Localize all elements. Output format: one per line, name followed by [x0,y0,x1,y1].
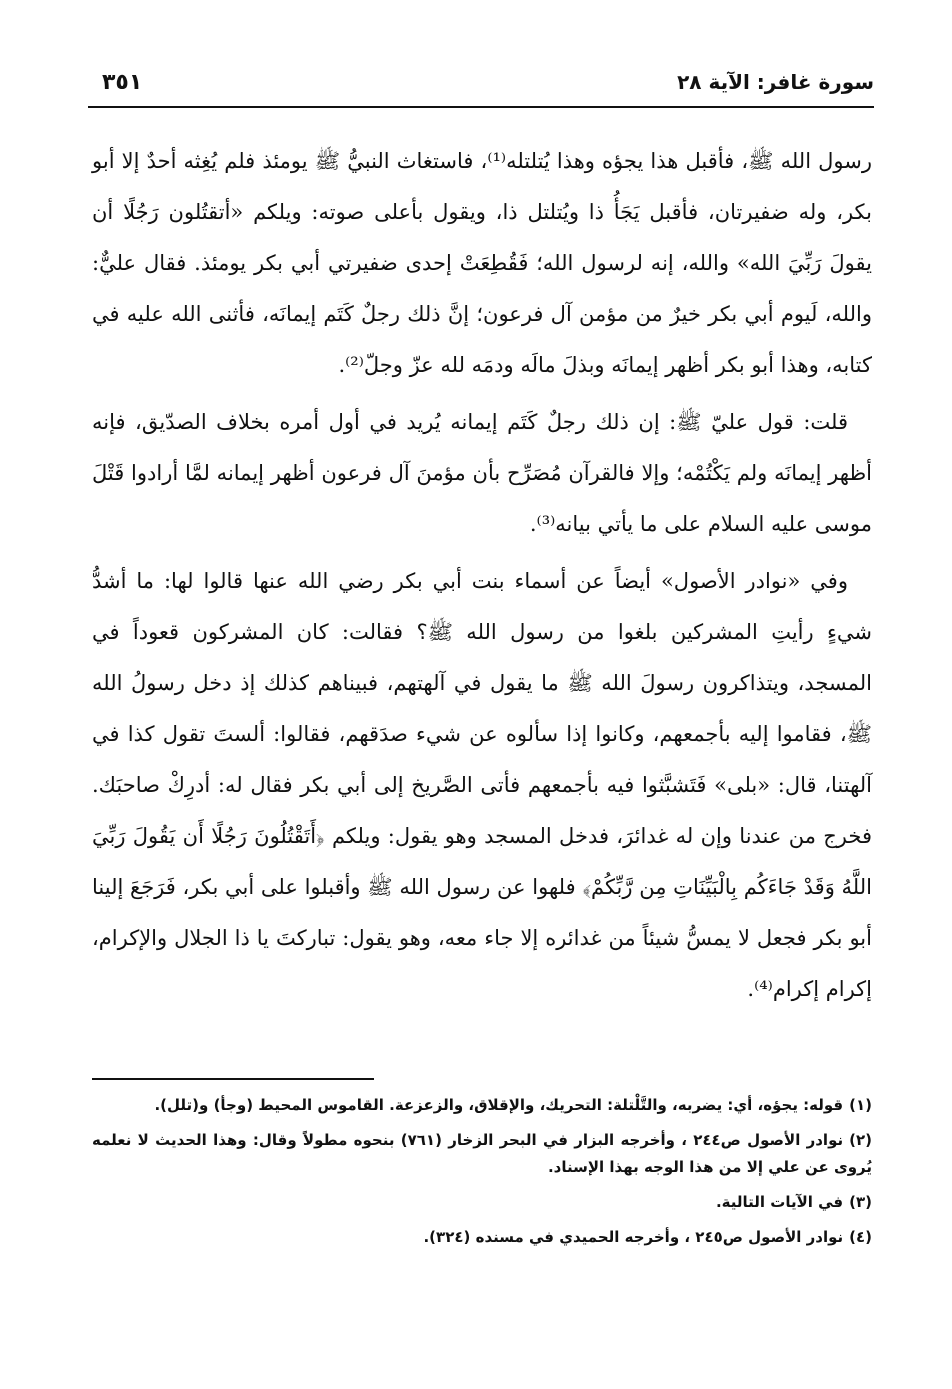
footnote-4 [92,1224,872,1251]
footnote-2 [92,1127,872,1181]
paragraph-3: وفي «نوادر الأصول» أيضاً عن أسماء بنت أبي بكر رضي الله عنها قالوا لها: ما أشدُّ شيءٍ رأيتِ المشركين بلغوا من رسول الله ﷺ؟ فقالت: كان المشركون قعوداً في المسجد، ويتذاكرون رسولَ الله ﷺ ما يقول في آلهتهم، فبيناهم كذلك إذ دخل رسولُ الله ﷺ، فقاموا إليه بأجمعهم، وكانوا إذا سألوه عن شيء صدَقهم، فقالوا: ألستَ تقول كذا في آلهتنا، قال: «بلى» فَتَشبَّثوا فيه بأجمعهم فأتى الصَّريخ إلى أبي بكر فقال له: أدرِكْ صاحبَك. فخرج من عندنا وإن له غدائرَ، فدخل المسجد وهو يقول: ويلكم ﴿أَتَقْتُلُونَ رَجُلًا أَن يَقُولَ رَبِّيَ اللَّهُ وَقَدْ جَاءَكُم بِالْبَيِّنَاتِ مِن رَّبِّكُمْ﴾ فلهوا عن رسول الله ﷺ وأقبلوا على أبي بكر، فَرَجَعَ إلينا أبو بكر فجعل لا يمسُّ شيئاً من غدائره إلا جاء معه، وهو يقول: تباركتَ يا ذا الجلال والإكرام، إكرام إكرام⁽⁴⁾. [92,569,872,1001]
footnote-text: نوادر الأصول ص٢٤٤ ، وأخرجه البزار في البحر الزخار (٧٦١) بنحوه مطولاً وقال: وهذا الحديث لا نعلمه يُروى عن علي إلا من هذا الوجه بهذا الإسناد. [92,1131,872,1176]
footnote-mark: (٢) [849,1131,872,1149]
footnote-divider [92,1078,374,1080]
footnote-text: نوادر الأصول ص٢٤٥ ، وأخرجه الحميدي في مسنده (٣٢٤). [423,1228,844,1246]
running-header [88,60,874,108]
footnote-text: في الآيات التالية. [715,1193,844,1211]
paragraph-2: قلت: قول عليّ ﷺ: إن ذلك رجلٌ كَتَم إيمانه يُريد في أول أمره بخلاف الصدّيق، فإنه أظهر إيمانَه ولم يَكْتُمْه؛ وإلا فالقرآن مُصَرِّح بأن مؤمنَ آل فرعون أظهر إيمانه لمَّا أرادوا قَتْلَ موسى عليه السلام على ما يأتي بيانه⁽³⁾. [92,410,872,536]
footnote-1 [92,1092,872,1119]
footnote-mark: (١) [849,1096,872,1114]
page-number: ٣٥١ [102,70,143,95]
footnote-mark: (٣) [849,1193,872,1211]
surah-title: سورة غافر: الآية ٢٨ [677,70,874,94]
footnotes [92,1092,872,1259]
footnote-mark: (٤) [849,1228,872,1246]
footnote-text: قوله: يجؤه، أي: يضربه، والتَّلْتلة: التحريك، والإقلاق، والزعزعة. القاموس المحيط (وجأ) و(تلل). [154,1096,844,1114]
paragraph-1: رسول الله ﷺ، فأقبل هذا يجؤه وهذا يُتلتله⁽¹⁾، فاستغاث النبيُّ ﷺ يومئذ فلم يُغِثه أحدٌ إلا أبو بكر، وله ضفيرتان، فأقبل يَجَأُ ذا ويُتلتل ذا، ويقول بأعلى صوته: ويلكم «أتقتُلون رَجُلًا أن يقولَ رَبِّيَ الله» والله، إنه لرسول الله؛ فَقُطِعَتْ إحدى ضفيرتي أبي بكر يومئذ. فقال عليٌّ: والله، لَيوم أبي بكر خيرٌ من مؤمن آل فرعون؛ إنَّ ذلك رجلٌ كَتَم إيمانَه، فأثنى الله عليه في كتابه، وهذا أبو بكر أظهر إيمانَه وبذلَ مالَه ودمَه لله عزّ وجلّ⁽²⁾. [92,149,872,377]
main-text [92,136,872,1015]
footnote-3 [92,1189,872,1216]
